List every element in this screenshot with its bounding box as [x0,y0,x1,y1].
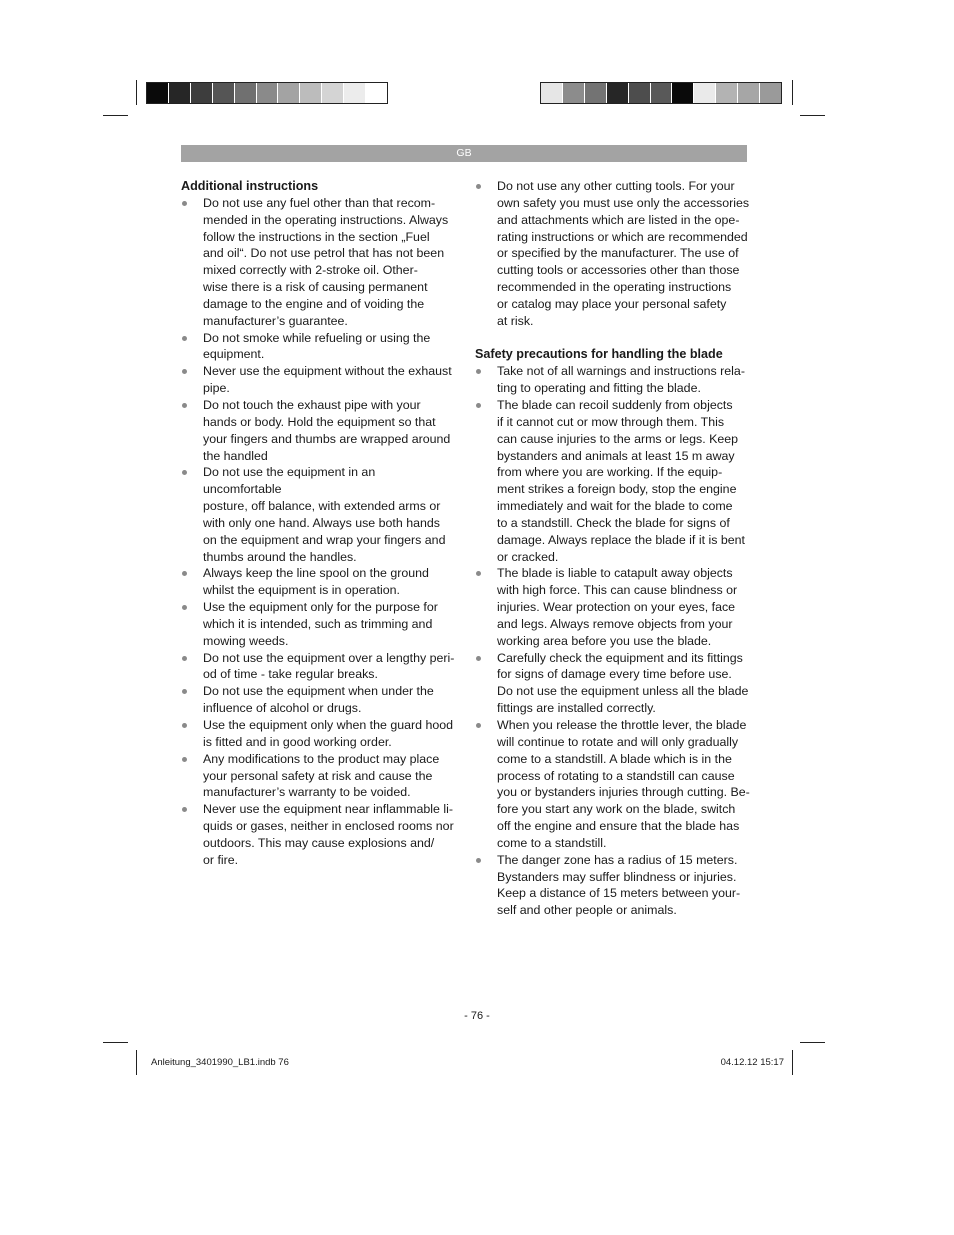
color-swatch [300,83,322,103]
list-item-text: The blade can recoil suddenly from objects if it cannot cut or mow through them. This can cause injuries to the arms or legs. Keep bystanders and animals at least 15 m away from where you are working. If the equip- ment strikes a foreign body, stop the engine immediately and wait for the blade to come to a standstill. Check the blade for signs of damage. Always replace the blade if it is bent or cracked. [497,397,745,564]
list-item-text: The danger zone has a radius of 15 meters. Bystanders may suffer blindness or injuries. Keep a distance of 15 meters between your- self and other people or animals. [497,852,741,918]
list-item [475,565,750,649]
list-item-text: Never use the equipment without the exhaust pipe. [203,364,452,396]
list-item [181,195,456,330]
list-item-text: The blade is liable to catapult away objects with high force. This can cause blindness or injuries. Wear protection on your eyes, face and legs. Always remove objects from your working area before you use the blade. [497,566,738,648]
list-item-text: Do not smoke while refueling or using the equipment. [203,330,431,362]
crop-mark [136,1050,137,1075]
list-item-text: Carefully check the equipment and its fittings for signs of damage every time before use. Do not use the equipment unless all the blade fittings are installed correctly. [497,650,749,716]
color-swatch [629,83,651,103]
crop-mark [136,80,137,105]
color-swatch [563,83,585,103]
list-item [181,683,456,717]
color-swatch [257,83,279,103]
list-item [475,717,750,852]
list-item [181,565,456,599]
color-calibration-bar-left [146,82,388,104]
color-swatch [147,83,169,103]
list-item [181,397,456,464]
color-swatch [716,83,738,103]
list-item-text: Do not use the equipment in an uncomfortable posture, off balance, with extended arms or with only one hand. Always use both hands on the equipment and wrap your fingers and thumbs around the handles. [203,465,446,564]
list-item-text: Do not use the equipment over a lengthy peri- od of time - take regular breaks. [203,650,455,682]
list-item-text: Use the equipment only for the purpose for which it is intended, such as trimming and mowing weeds. [203,600,438,648]
color-swatch [607,83,629,103]
list-item [475,397,750,565]
color-swatch [235,83,257,103]
footer-date: 04.12.12 15:17 [720,1057,784,1068]
crop-mark [792,80,793,105]
color-swatch [585,83,607,103]
color-swatch [694,83,716,103]
color-swatch [672,83,694,103]
list-item [181,717,456,751]
list-item [475,852,750,919]
language-tag: GB [181,145,747,162]
crop-mark [103,115,128,116]
crop-mark [792,1050,793,1075]
color-swatch [738,83,760,103]
list-item [475,363,750,397]
list-item-text: Do not use the equipment when under the influence of alcohol or drugs. [203,684,434,716]
list-item-text: Use the equipment only when the guard hood is fitted and in good working order. [203,718,454,749]
list-item-text: Do not use any fuel other than that recom- mended in the operating instructions. Always follow the instructions in the section „Fuel and oil“. Do not use petrol that has not been mixed correctly with 2-stroke oil. Other- wise there is a risk of causing permanent damage to the engine and of voiding the manufacturer’s guarantee. [203,195,449,328]
instruction-list [475,363,750,919]
list-item [181,751,456,802]
list-item-text: Do not touch the exhaust pipe with your hands or body. Hold the equipment so that your fingers and thumbs are wrapped around the handled [203,397,451,463]
left-column [181,178,456,869]
color-swatch [322,83,344,103]
color-swatch [213,83,235,103]
list-item-text: Never use the equipment near inflammable li- quids or gases, neither in enclosed rooms nor outdoors. This may cause explosions and/ or fire. [203,802,454,867]
list-item-text: Do not use any other cutting tools. For your own safety you must use only the accessories and attachments which are listed in the ope- rating instructions or which are recommended or specified by the manufacturer. The use of cutting tools or accessories other than those recommended in the operating instructions or catalog may place your personal safety at risk. [497,179,750,328]
section-heading: Safety precautions for handling the blade [475,347,723,362]
crop-mark [800,1042,825,1043]
list-item-text: Any modifications to the product may place your personal safety at risk and cause the manufacturer’s warranty to be voided. [203,751,440,800]
color-swatch [169,83,191,103]
instruction-list [475,178,750,330]
page-number: - 76 - [464,1010,490,1022]
color-swatch [278,83,300,103]
list-item [181,801,456,868]
color-calibration-bar-right [540,82,782,104]
color-swatch [366,83,387,103]
list-item-text: When you release the throttle lever, the blade will continue to rotate and will only gradually come to a standstill. A blade which is in the process of rotating to a standstill can cause you or bystanders injuries through cutting. Be- fore you start any work on the blade, switch off the engine and ensure that the blade has come to a standstill. [497,718,750,850]
list-item [181,363,456,397]
footer-file: Anleitung_3401990_LB1.indb 76 [151,1057,289,1068]
list-item [181,464,456,565]
color-swatch [651,83,673,103]
list-item [475,650,750,717]
crop-mark [103,1042,128,1043]
list-item [181,599,456,650]
color-swatch [541,83,563,103]
list-item-text: Take not of all warnings and instructions rela- ting to operating and fitting the blade. [497,364,745,396]
list-item-text: Always keep the line spool on the ground whilst the equipment is in operation. [203,566,429,598]
color-swatch [760,83,781,103]
instruction-list [181,195,456,869]
list-item [181,650,456,684]
color-swatch [344,83,366,103]
color-swatch [191,83,213,103]
list-item [475,178,750,330]
right-column [475,178,750,919]
list-item [181,330,456,364]
section-heading: Additional instructions [181,179,319,193]
crop-mark [800,115,825,116]
